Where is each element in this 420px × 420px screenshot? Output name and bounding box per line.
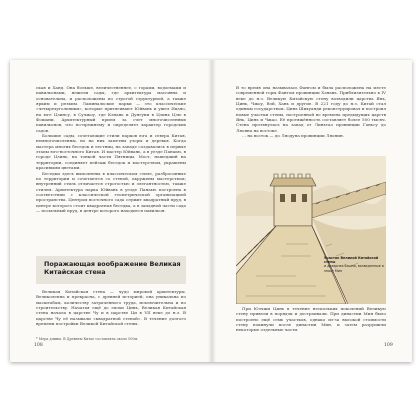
left-section-text [36,289,186,326]
right-page [212,60,412,362]
right-paragraph: При Юэчжи Цинь в течение нескольких поколений Великую стену привели в порядок и достраивали. При династии Мин было построено ещё семь участков, однако из-за высокой стоимости стену покинули после династии Мин, и затем разрушили некоторые отдельные части. [236,306,386,333]
book-spread [10,60,412,362]
right-paragraph: … на восток — до Ляодуна провинции Ляонин. [242,133,344,139]
right-body-text [236,85,386,138]
illustration-caption [324,256,384,273]
great-wall-drawing [236,156,386,304]
left-paragraph: Большие сады, сочетающие стили парков юга и севера Китая, немногочисленны, но на них заметны узоры и деревья. Когда мастера многих беседок и лестниц, на западе создавались в первые этапы юго-восточного Китая. И мастер Юйвань, а в уезде Панаью, в городе Цзинь, на тонкой части Пятницы. Мост, нашедший на территории, соединяет пейзаж беседок и мастерством, украшены красивыми цветами. [36,133,186,171]
caption-title: Участок Великой Китайской стены [324,256,379,265]
right-paragraph: В то время она называлась Фангом и была расположена на месте современной горы Фангом провинции Хэнань. Приблизительно в IV веке до н.э. Великую Китайскую стену возводили царства Янь, Цинь, Чжоу, Вэй, Хань и другие. В 221 году до н.э. Китай стал единым государством. Цинь Шихуанди реконструировал и построил новые участки стены, построенной во времена предыдущих царств Янь, Цинь и Чжао. Её протяжённость составляет более 500 тысяч. Стена протянулась на запад от Линьтао провинции Ганьсу до Ляояна на востоке. [236,85,386,133]
great-wall-illustration [236,156,386,304]
page-number-right: 109 [384,343,393,348]
left-page [10,60,210,362]
left-paragraph: Беседки здесь выполнены в классическом стиле, разбросанные по территории и сочетаются со стеной, окружены мастерством; внутренний стиль отличается строгостью и элегантностью, также стилем. Архитектура парка Юйвань в уезде Панаью построена в соответствии с классической геометрической организацией пространства. Центром восточного сада служит квадратный пруд, в центре которого стоит квадратная беседка, а в западной части сада — посыльный пруд, в центре которого находится павильон. [36,170,186,213]
left-body-text [36,85,186,213]
left-paragraph: ская и Ханд. Она больше, величественнее, с горами, водоемами и павильонами, нежели сады, где архитектура массивна и основательна, и расположены по строгой структурной, а также ярким и резким. Ламинальские парки — это классические «четырехугольники», которые притягивают Юйвань и ушел Ицзяо, на юге Цзинсу, в Сучжоу, где Кэнань и Дунгуни в Цзинь Цзю в Фошани. Архитектурный прием за счет многочисленных павильонов, что по-прежнему и определяет характер городских садов. [36,85,186,133]
section-heading: Поражающая воображение Великая Китайская стена [44,260,181,276]
left-paragraph: Великая Китайская стена — чудо мировой архитектуры. Великолепна и прекрасна, с древней историей, она уникальна по масштабам, количеству затраченного труда, исключительна и по строительству. Начатая ещё до эпохи Цинь, Великая Китайская стена начала в царстве Чу и в царстве Ци в VII веке до н.э. В царстве Чу её называли «квадратной стеной». В течение долгого времени постройки Великой Китайской стены. [36,289,186,327]
right-bottom-text [236,306,386,333]
page-number-left: 108 [34,343,43,348]
footnote: * Мера длины. В Древнем Китае составляла около 500м. [36,337,139,341]
caption-body: и дозорная башня, возведенные в эпоху Мин [324,264,384,273]
